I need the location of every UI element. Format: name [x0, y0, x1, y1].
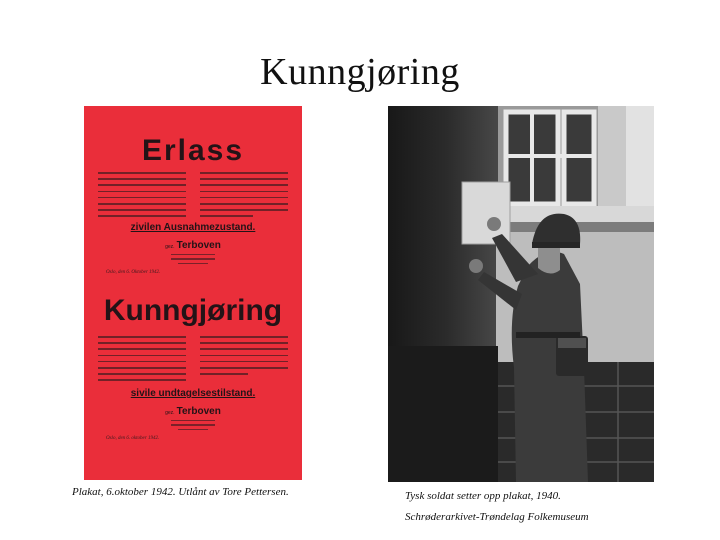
poster-signer-2: gez. Terboven — [165, 406, 221, 417]
poster-subheading-1: zivilen Ausnahmezustand. — [130, 222, 256, 233]
poster-signer-title-1 — [84, 254, 302, 267]
poster-text-block-2 — [98, 336, 288, 386]
photo-caption-line-2: Schrøderarkivet-Trøndelag Folkemuseum — [405, 511, 589, 523]
poster-image — [84, 106, 302, 480]
poster-signer-1: gez. Terboven — [165, 240, 221, 251]
soldier-photo-illustration — [388, 106, 654, 482]
poster-heading-erlass: Erlass — [141, 134, 245, 167]
photo-caption-line-1: Tysk soldat setter opp plakat, 1940. — [405, 490, 561, 502]
soldier-photo — [388, 106, 654, 482]
slide-title: Kunngjøring — [260, 51, 460, 93]
poster-subheading-2: sivile undtagelsestilstand. — [130, 388, 256, 399]
poster-heading-kunngjoring: Kunngjøring — [103, 294, 283, 327]
poster-caption: Plakat, 6.oktober 1942. Utlånt av Tore Pettersen. — [72, 486, 289, 498]
poster-date-2: Oslo, den 6. oktober 1942. — [106, 436, 160, 441]
poster-signer-title-2 — [84, 420, 302, 433]
poster-date-1: Oslo, den 6. Oktober 1942. — [106, 270, 161, 275]
poster-text-block-1 — [98, 172, 288, 222]
